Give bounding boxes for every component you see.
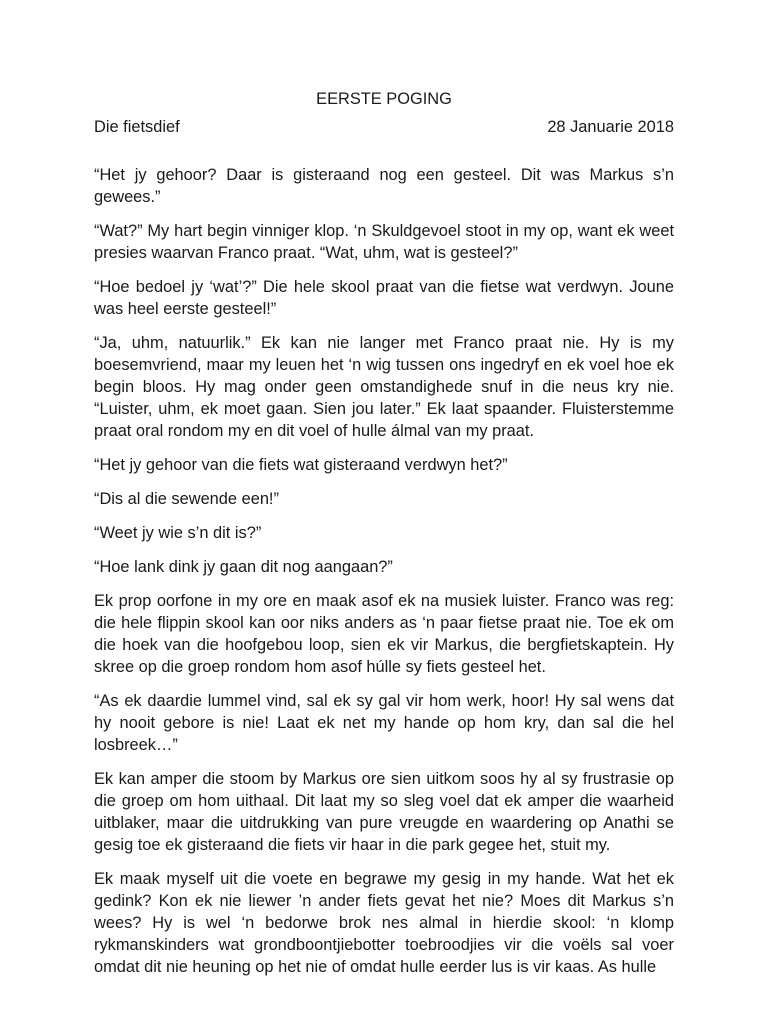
paragraph: “Het jy gehoor van die fiets wat gisteraand verdwyn het?” bbox=[94, 456, 508, 474]
paragraph: Ek kan amper die stoom by Markus ore sien uitkom soos hy al sy frustrasie op die groep om hom uithaal. Dit laat my so sleg voel dat ek amper die waarheid uitblaker, maar die uitdrukking van pure vreugde en waardering op Anathi se gesig toe ek gisteraand die fiets vir haar in die park gegee het, stuit my. bbox=[94, 770, 674, 854]
paragraph: “Hoe lank dink jy gaan dit nog aangaan?” bbox=[94, 558, 393, 576]
paragraph: “As ek daardie lummel vind, sal ek sy gal vir hom werk, hoor! Hy sal wens dat hy nooit gebore is nie! Laat ek net my hande op hom kry, dan sal die hel losbreek…” bbox=[94, 692, 674, 754]
document-meta-row bbox=[94, 116, 674, 138]
paragraph: “Wat?” My hart begin vinniger klop. ‘n Skuldgevoel stoot in my op, want ek weet presies waarvan Franco praat. “Wat, uhm, wat is gesteel?” bbox=[94, 222, 674, 262]
paragraph: “Weet jy wie s’n dit is?” bbox=[94, 524, 262, 542]
story-body bbox=[94, 164, 674, 978]
document-date: 28 Januarie 2018 bbox=[547, 118, 674, 136]
paragraph: Ek maak myself uit die voete en begrawe my gesig in my hande. Wat het ek gedink? Kon ek nie liewer ’n ander fiets gevat het nie? Moes dit Markus s’n wees? Hy is wel ‘n bedorwe brok nes almal in hierdie skool: ‘n klomp rykmanskinders wat grondboontjiebotter toebroodjies vir die voëls sal voer omdat dit nie heuning op het nie of omdat hulle eerder lus is vir kaas. As hulle bbox=[94, 870, 674, 976]
paragraph: “Hoe bedoel jy ‘wat’?” Die hele skool praat van die fietse wat verdwyn. Joune was heel eerste gesteel!” bbox=[94, 278, 674, 318]
paragraph: “Het jy gehoor? Daar is gisteraand nog een gesteel. Dit was Markus s’n gewees.” bbox=[94, 166, 674, 206]
paragraph: “Ja, uhm, natuurlik.” Ek kan nie langer met Franco praat nie. Hy is my boesemvriend, maar my leuen het ‘n wig tussen ons ingedryf en ek voel hoe ek begin bloos. Hy mag onder geen omstandighede snuf in die neus kry nie. “Luister, uhm, ek moet gaan. Sien jou later.” Ek laat spaander. Fluisterstemme praat oral rondom my en dit voel of hulle álmal van my praat. bbox=[94, 334, 674, 440]
paragraph: Ek prop oorfone in my ore en maak asof ek na musiek luister. Franco was reg: die hele flippin skool kan oor niks anders as ‘n paar fietse praat nie. Toe ek om die hoek van die hoofgebou loop, sien ek vir Markus, die bergfietskaptein. Hy skree op die groep rondom hom asof húlle sy fiets gesteel het. bbox=[94, 592, 674, 676]
document-title: EERSTE POGING bbox=[316, 90, 452, 108]
story-title: Die fietsdief bbox=[94, 118, 180, 136]
paragraph: “Dis al die sewende een!” bbox=[94, 490, 279, 508]
